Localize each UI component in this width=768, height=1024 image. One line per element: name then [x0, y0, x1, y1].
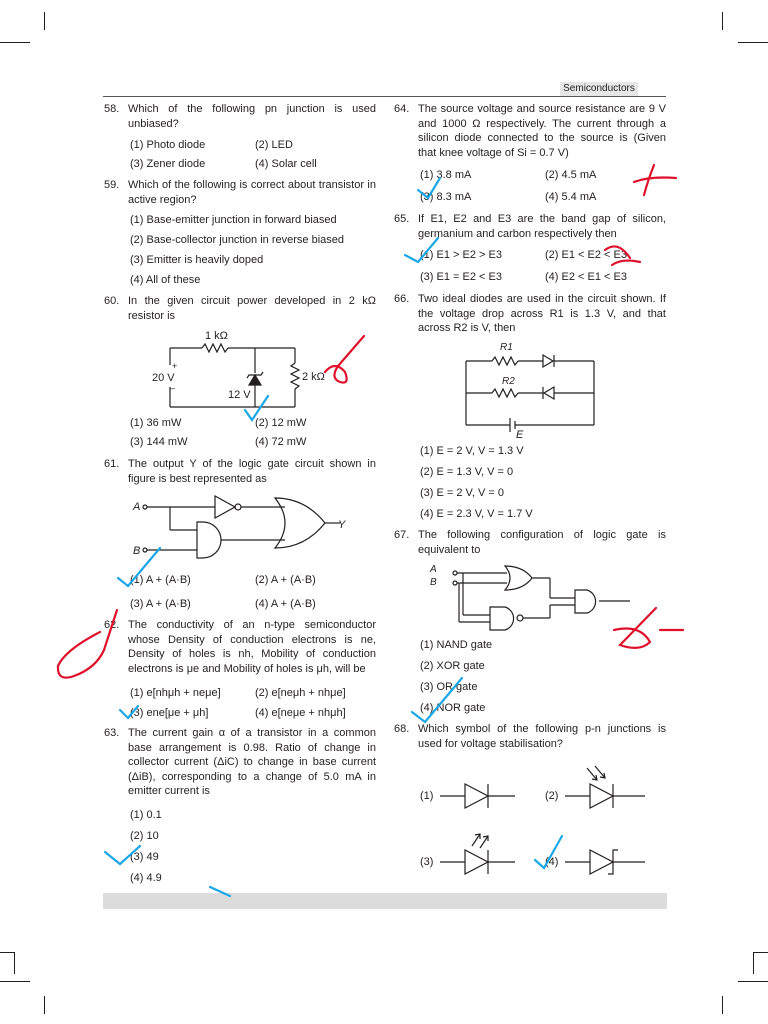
- checkmark-icon: [245, 396, 268, 420]
- input-a-label: A: [430, 564, 437, 575]
- option-3: (3) E1 = E2 < E3: [420, 271, 502, 283]
- cross-mark-icon: [634, 165, 676, 195]
- cross-mark-icon: [58, 610, 120, 678]
- option-1: (1) E1 > E2 > E3: [420, 249, 502, 261]
- option-4: (4): [545, 856, 559, 868]
- option-2: (2) E = 1.3 V, V = 0: [420, 466, 514, 478]
- cross-mark-icon: [605, 246, 640, 265]
- checkmark-icon: [405, 238, 438, 262]
- checkmark-icon: [118, 548, 160, 586]
- e-label: E: [516, 429, 524, 441]
- question-text: Two ideal diodes are used in the circuit shown. If the voltage drop across R1 is 1.3 V, and that across R2 is V, then: [418, 293, 666, 334]
- option-1: (1) 36 mW: [130, 417, 182, 429]
- input-b-label: B: [430, 577, 437, 588]
- option-2: (2) 10: [130, 830, 159, 842]
- source-label: 20 V: [152, 372, 175, 384]
- question-number: 63.: [104, 727, 120, 739]
- question-number: 62.: [104, 619, 120, 631]
- checkmark-icon: [120, 706, 138, 718]
- section-header: Semiconductors: [560, 82, 638, 96]
- option-3: (3): [420, 856, 434, 868]
- option-4: (4) NOR gate: [420, 702, 486, 714]
- option-4: (4) 4.9: [130, 872, 162, 884]
- option-2: (2) 4.5 mA: [545, 169, 597, 181]
- option-4: (4) A + (A·B): [255, 598, 316, 610]
- cross-mark-icon: [614, 608, 683, 648]
- question-number: 68.: [394, 723, 410, 735]
- checkmark-icon: [535, 836, 562, 868]
- question-text: Which of the following is correct about transistor in active region?: [128, 179, 376, 206]
- option-3: (3) E = 2 V, V = 0: [420, 487, 504, 499]
- question-text: Which symbol of the following p-n junctions is used for voltage stabilisation?: [418, 723, 666, 750]
- question-number: 59.: [104, 179, 120, 191]
- terminal-plus: +: [172, 361, 178, 371]
- question-text: In the given circuit power developed in 2 kΩ resistor is: [128, 295, 376, 322]
- question-text: Which of the following pn junction is used unbiased?: [128, 103, 376, 130]
- option-1: (1): [420, 790, 434, 802]
- question-text: The output Y of the logic gate circuit shown in figure is best represented as: [128, 458, 376, 485]
- r1-label: R1: [500, 342, 513, 353]
- question-text: The source voltage and source resistance are 9 V and 1000 Ω respectively. The current through a silicon diode connected to the source is (Given that knee voltage of Si = 0.7 V): [418, 103, 666, 159]
- option-3: (3) ene[μe + μh]: [130, 707, 209, 719]
- option-4: (4) Solar cell: [255, 158, 317, 170]
- question-number: 64.: [394, 103, 410, 115]
- question-text: The conductivity of an n-type semiconductor whose Density of conduction electrons is ne, Density of holes is nh, Mobility of conduction electrons is μe and Mobility of holes is μh, will be: [128, 619, 376, 675]
- question-text: The current gain α of a transistor in a common base arrangement is 0.98. Ratio of change in collector current (ΔiC) to change in base current (ΔiB), corresponding to a change of 5.0 mA in emitter current is: [128, 727, 376, 797]
- option-1: (1) 0.1: [130, 809, 162, 821]
- cross-mark-icon: [325, 336, 364, 383]
- question-text: If E1, E2 and E3 are the band gap of silicon, germanium and carbon respectively then: [418, 213, 666, 240]
- option-3: (3) 144 mW: [130, 436, 188, 448]
- checkmark-icon: [105, 846, 140, 864]
- question-number: 65.: [394, 213, 410, 225]
- question-number: 66.: [394, 293, 410, 305]
- option-1: (1) Photo diode: [130, 139, 206, 151]
- option-2: (2) LED: [255, 139, 293, 151]
- option-4: (4) e[neμe + nhμh]: [255, 707, 346, 719]
- option-1: (1) A + (A·B): [130, 574, 191, 586]
- option-2: (2) A + (A·B): [255, 574, 316, 586]
- option-2: (2): [545, 790, 559, 802]
- option-2: (2) Base-collector junction in reverse biased: [130, 234, 344, 246]
- option-3: (3) A + (A·B): [130, 598, 191, 610]
- load-label: 2 kΩ: [302, 371, 325, 383]
- option-1: (1) e[nhμh + neμe]: [130, 687, 221, 699]
- question-text: The following configuration of logic gate is equivalent to: [418, 529, 666, 556]
- question-number: 60.: [104, 295, 120, 307]
- output-y-label: Y: [338, 519, 346, 531]
- option-4: (4) E = 2.3 V, V = 1.7 V: [420, 508, 533, 520]
- option-4: (4) 72 mW: [255, 436, 307, 448]
- checkmark-icon: [412, 678, 462, 722]
- option-1: (1) 3.8 mA: [420, 169, 472, 181]
- option-1: (1) NAND gate: [420, 639, 493, 651]
- terminal-minus: –: [170, 383, 176, 393]
- checkmark-icon: [418, 178, 440, 198]
- question-number: 61.: [104, 458, 120, 470]
- option-4: (4) 5.4 mA: [545, 191, 597, 203]
- option-4: (4) All of these: [130, 274, 201, 286]
- input-b-label: B: [133, 545, 141, 557]
- option-3: (3) OR gate: [420, 681, 478, 693]
- option-2: (2) 12 mW: [255, 417, 307, 429]
- option-3: (3) 8.3 mA: [420, 191, 472, 203]
- option-2: (2) e[neμh + nhμe]: [255, 687, 346, 699]
- option-4: (4) E2 < E1 < E3: [545, 271, 627, 283]
- resistor-label: 1 kΩ: [205, 330, 228, 342]
- option-1: (1) Base-emitter junction in forward biased: [130, 214, 337, 226]
- input-a-label: A: [133, 501, 141, 513]
- option-1: (1) E = 2 V, V = 1.3 V: [420, 445, 524, 457]
- option-3: (3) Emitter is heavily doped: [130, 254, 264, 266]
- option-2: (2) E1 < E2 < E3: [545, 249, 627, 261]
- zener-label: 12 V: [228, 389, 251, 401]
- dash-mark-icon: [210, 887, 230, 896]
- option-3: (3) 49: [130, 851, 159, 863]
- question-number: 67.: [394, 529, 410, 541]
- option-2: (2) XOR gate: [420, 660, 485, 672]
- option-3: (3) Zener diode: [130, 158, 206, 170]
- question-number: 58.: [104, 103, 120, 115]
- r2-label: R2: [502, 376, 515, 387]
